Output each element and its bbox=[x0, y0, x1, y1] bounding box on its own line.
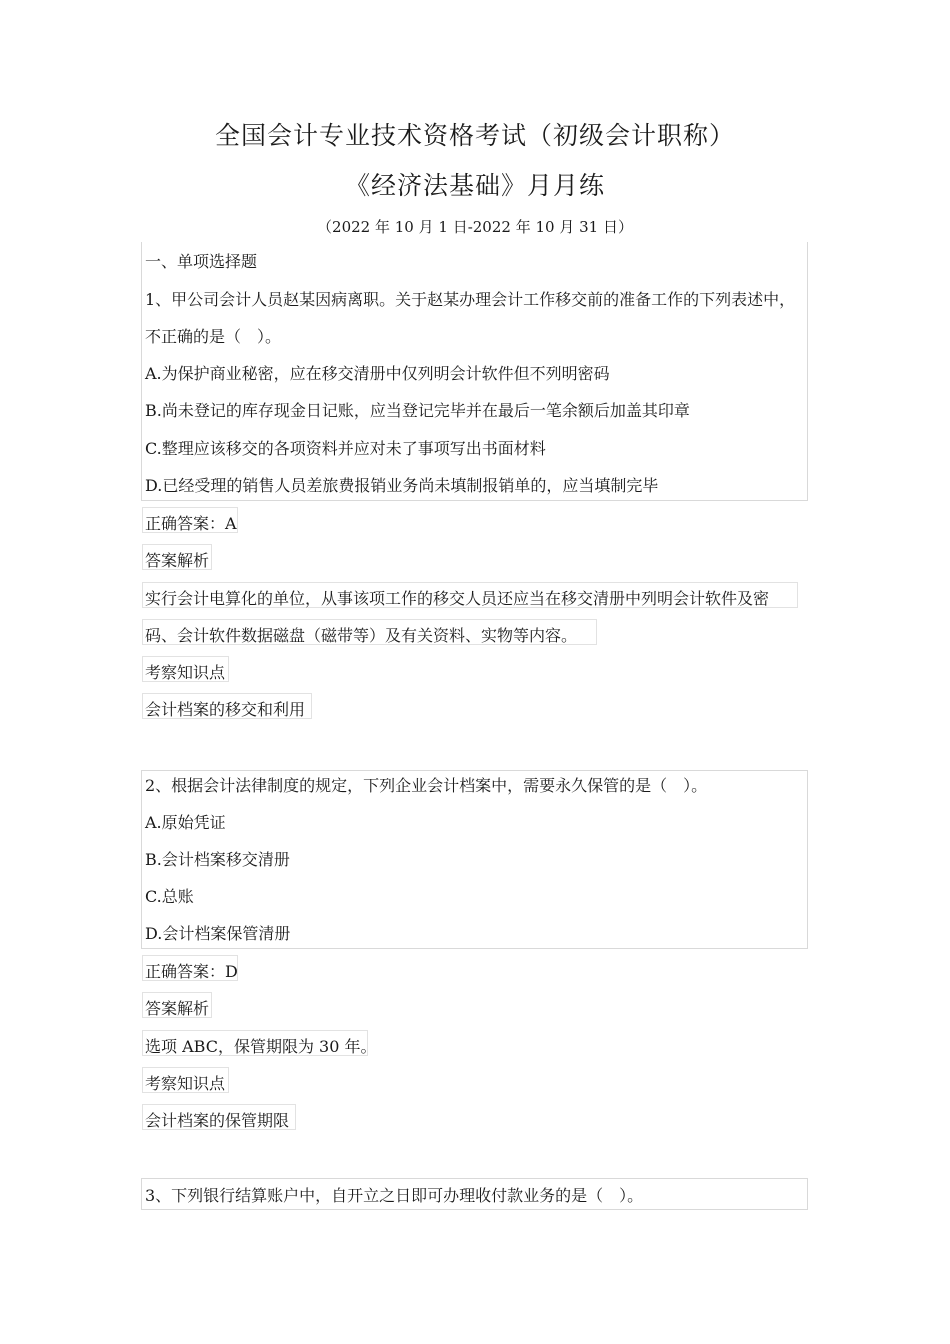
answer-2: 正确答案：D bbox=[145, 962, 238, 981]
section-heading: 一、单项选择题 bbox=[145, 252, 258, 271]
date-range: （2022 年 10 月 1 日-2022 年 10 月 31 日） bbox=[317, 218, 633, 236]
question-3-stem: 3、下列银行结算账户中，自开立之日即可办理收付款业务的是（ ）。 bbox=[145, 1186, 644, 1205]
answer-1: 正确答案：A bbox=[145, 514, 237, 533]
question-1-option-b: B.尚未登记的库存现金日记账，应当登记完毕并在最后一笔余额后加盖其印章 bbox=[145, 401, 690, 420]
question-2-option-d: D.会计档案保管清册 bbox=[145, 924, 291, 943]
analysis-1-line1: 实行会计电算化的单位，从事该项工作的移交人员还应当在移交清册中列明会计软件及密 bbox=[145, 589, 770, 608]
knowledge-label-1: 考察知识点 bbox=[145, 663, 226, 682]
page-title-line2: 《经济法基础》月月练 bbox=[344, 171, 605, 200]
question-2-stem: 2、根据会计法律制度的规定，下列企业会计档案中，需要永久保管的是（ ）。 bbox=[145, 776, 708, 795]
question-1-stem-line1: 1、甲公司会计人员赵某因病离职。关于赵某办理会计工作移交前的准备工作的下列表述中， bbox=[145, 290, 796, 309]
analysis-1-line2: 码、会计软件数据磁盘（磁带等）及有关资料、实物等内容。 bbox=[145, 626, 578, 645]
analysis-label-1: 答案解析 bbox=[145, 551, 210, 570]
question-1-stem-line2: 不正确的是（ ）。 bbox=[145, 327, 282, 346]
question-1-option-c: C.整理应该移交的各项资料并应对未了事项写出书面材料 bbox=[145, 439, 546, 458]
page-title-line1: 全国会计专业技术资格考试（初级会计职称） bbox=[214, 121, 735, 150]
question-2-option-c: C.总账 bbox=[145, 887, 194, 906]
question-2-option-a: A.原始凭证 bbox=[145, 813, 226, 832]
knowledge-2: 会计档案的保管期限 bbox=[145, 1111, 290, 1130]
analysis-label-2: 答案解析 bbox=[145, 999, 210, 1018]
knowledge-1: 会计档案的移交和利用 bbox=[145, 700, 306, 719]
analysis-2-line1: 选项 ABC，保管期限为 30 年。 bbox=[145, 1037, 377, 1056]
question-1-option-d: D.已经受理的销售人员差旅费报销业务尚未填制报销单的，应当填制完毕 bbox=[145, 476, 659, 495]
question-2-option-b: B.会计档案移交清册 bbox=[145, 850, 290, 869]
question-1-option-a: A.为保护商业秘密，应在移交清册中仅列明会计软件但不列明密码 bbox=[145, 364, 610, 383]
knowledge-label-2: 考察知识点 bbox=[145, 1074, 226, 1093]
